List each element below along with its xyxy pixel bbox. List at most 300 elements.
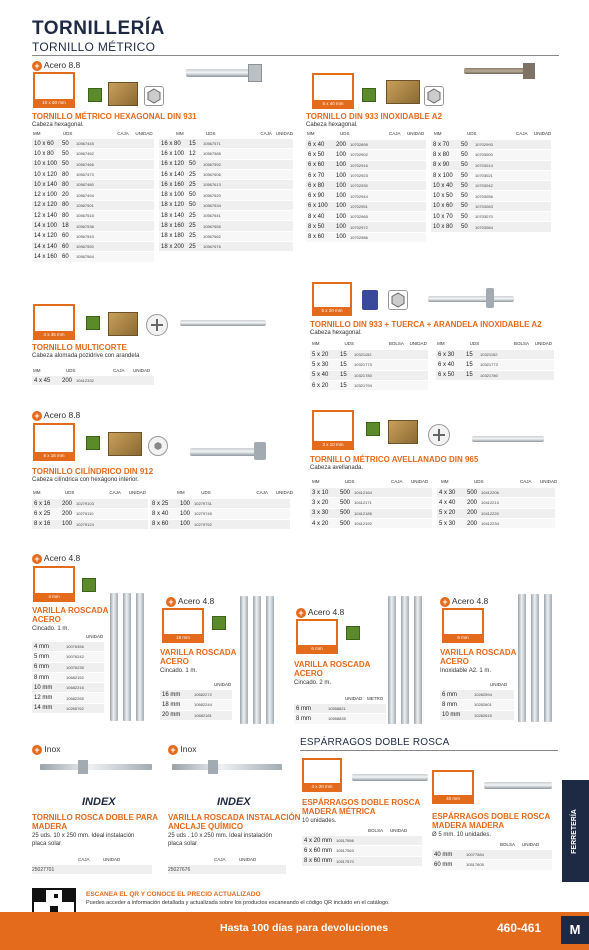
table-row <box>294 714 386 724</box>
size-cell: 6 x 100 <box>308 203 328 210</box>
size-indicator: 4 x 20 mm <box>302 758 342 792</box>
plus-icon: + <box>440 597 450 607</box>
hex-head-icon <box>424 86 444 106</box>
size-cell: 6 x 60 mm <box>304 847 333 854</box>
product-code: 10412220 <box>481 510 499 516</box>
product-description: 25 uds . 10 x 250 mm. Ideal instalación <box>168 833 273 839</box>
size-indicator: 4 mm <box>33 566 75 602</box>
units-cell: 200 <box>62 500 73 507</box>
table-row <box>32 232 154 242</box>
product-code: 10077584 <box>466 852 484 858</box>
product-code: 10567641 <box>203 213 221 219</box>
product-box-image <box>388 420 418 444</box>
size-indicator: 6 mm <box>442 608 484 643</box>
size-indicator: 6 x 16 mm <box>33 423 75 461</box>
table-row <box>302 857 422 867</box>
size-cell: 8 x 60 <box>152 521 169 528</box>
product-code: 10558821 <box>328 706 346 712</box>
size-cell: 4 x 20 mm <box>304 837 333 844</box>
table-row <box>32 509 148 519</box>
units-cell: 80 <box>62 202 69 209</box>
product-code: 10076235 <box>66 664 84 670</box>
product-code: 10567536 <box>76 223 94 229</box>
table-row <box>32 704 104 714</box>
table-row <box>32 693 104 703</box>
size-cell: 10 mm <box>442 712 461 719</box>
product-code: 10702944 <box>350 193 368 199</box>
table-row <box>310 498 432 508</box>
units-cell: 50 <box>461 162 468 169</box>
product-code: 10282601 <box>474 702 492 708</box>
table-header: MM UDS BOLSA UNIDAD MM UDS BOLSA UNIDAD <box>312 341 552 346</box>
units-cell: 100 <box>336 193 347 200</box>
product-code: 10702986 <box>350 234 368 240</box>
product-table <box>431 140 551 233</box>
size-cell: 10 x 80 <box>433 224 453 231</box>
size-cell: 18 x 200 <box>161 243 185 250</box>
product-code: 10279752 <box>194 521 212 527</box>
table-row <box>310 519 432 529</box>
table-row <box>306 140 426 150</box>
product-table <box>32 642 104 714</box>
size-cell: 10 x 50 <box>433 193 453 200</box>
hex-head-icon <box>388 290 408 310</box>
product-code: 10567494 <box>76 192 94 198</box>
size-cell: 6 x 70 <box>308 172 325 179</box>
units-cell: 15 <box>466 351 473 358</box>
table-row <box>160 700 232 710</box>
size-cell: 4 x 20 <box>312 520 329 527</box>
table-row <box>32 865 152 875</box>
threaded-rod-image <box>240 596 248 724</box>
units-cell: 50 <box>461 193 468 200</box>
product-title: ACERO <box>294 669 323 678</box>
product-table <box>302 836 422 867</box>
product-code: 10279731 <box>194 501 212 507</box>
product-title: VARILLA ROSCADA <box>160 648 237 657</box>
size-cell: 8 x 50 <box>308 224 325 231</box>
units-cell: 200 <box>467 510 478 517</box>
table-row <box>32 201 154 211</box>
product-code: 10076356 <box>66 644 84 650</box>
product-table <box>432 850 552 871</box>
units-cell: 50 <box>461 203 468 210</box>
size-cell: 18 x 140 <box>161 212 185 219</box>
units-cell: 100 <box>336 172 347 179</box>
brand-logo <box>212 616 226 630</box>
table-row <box>32 221 154 231</box>
table-row <box>440 711 514 721</box>
section-title: ESPÁRRAGOS DOBLE ROSCA <box>300 737 450 748</box>
table-row <box>306 222 426 232</box>
table-row <box>32 139 154 149</box>
units-cell: 50 <box>62 161 69 168</box>
size-cell: 16 mm <box>162 691 181 698</box>
table-row <box>302 836 422 846</box>
product-title: ACERO <box>440 657 469 666</box>
table-row <box>306 171 426 181</box>
table-row <box>436 350 554 360</box>
product-code: 10703000 <box>475 152 493 158</box>
page-subtitle: TORNILLO MÉTRICO <box>32 40 156 54</box>
units-cell: 18 <box>62 223 69 230</box>
phillips-head-icon <box>428 424 450 446</box>
product-title: MADERA MÉTRICA <box>302 807 376 816</box>
product-code: 10279103 <box>76 501 94 507</box>
product-code: 10703063 <box>475 203 493 209</box>
product-title: TORNILLO CILÍNDRICO DIN 912 <box>32 467 154 476</box>
table-row <box>432 850 552 860</box>
product-description: placa solar <box>32 841 62 847</box>
units-cell: 50 <box>461 213 468 220</box>
units-cell: 100 <box>336 162 347 169</box>
table-row <box>431 150 551 160</box>
table-row <box>159 211 293 221</box>
size-cell: 12 x 120 <box>34 202 58 209</box>
title-divider <box>32 55 559 56</box>
table-row <box>431 202 551 212</box>
table-header: BOLSA UNIDAD <box>500 842 540 847</box>
size-cell: 4 x 45 <box>34 377 51 384</box>
nut-image <box>78 760 88 774</box>
size-cell: 8 x 25 <box>152 500 169 507</box>
units-cell: 500 <box>467 489 478 496</box>
product-code: 10567676 <box>203 244 221 250</box>
units-cell: 50 <box>461 182 468 189</box>
product-title: ESPÁRRAGOS DOBLE ROSCA <box>432 812 551 821</box>
units-cell: 50 <box>62 140 69 147</box>
size-indicator: 5 x 20 mm <box>312 282 352 316</box>
units-cell: 100 <box>336 151 347 158</box>
product-code: 10682152 <box>66 675 84 681</box>
product-code: 10412192 <box>354 521 372 527</box>
table-header: MM UDS CAJA UNIDAD <box>33 368 151 373</box>
product-box-image <box>386 80 420 104</box>
units-cell: 100 <box>336 234 347 241</box>
table-row <box>306 191 426 201</box>
units-cell: 25 <box>189 181 196 188</box>
size-cell: 60 mm <box>434 861 453 868</box>
table-row <box>437 488 555 498</box>
threaded-rod-image <box>110 593 118 721</box>
table-row <box>310 509 432 519</box>
table-row <box>431 161 551 171</box>
size-cell: 5 x 30 <box>439 520 456 527</box>
product-code: 10076242 <box>66 654 84 660</box>
brand-logo <box>86 316 100 330</box>
size-cell: 8 x 60 mm <box>304 858 333 865</box>
product-code: 25027701 <box>32 866 55 873</box>
table-row <box>306 233 426 243</box>
size-cell: 40 mm <box>434 851 453 858</box>
size-cell: 6 x 60 <box>308 162 325 169</box>
product-code: 10702916 <box>350 162 368 168</box>
product-title: ANCLAJE QUÍMICO <box>168 822 244 831</box>
size-cell: 5 x 20 <box>439 510 456 517</box>
table-row <box>431 140 551 150</box>
material-tag: + Inox <box>168 744 196 755</box>
units-cell: 100 <box>336 224 347 231</box>
hex-socket-icon <box>148 436 168 456</box>
material-tag: + Inox <box>32 744 60 755</box>
washer-image <box>486 288 494 308</box>
table-row <box>159 160 293 170</box>
table-row <box>159 232 293 242</box>
size-cell: 18 x 100 <box>161 192 185 199</box>
product-code: 10321773 <box>354 362 372 368</box>
table-header: UNIDAD METRO <box>345 696 384 701</box>
table-header: UNIDAD <box>86 634 104 639</box>
threaded-rod-image <box>123 593 131 721</box>
material-tag: + Acero 4.8 <box>32 553 80 564</box>
table-header: MM UDS CAJA UNIDAD MM UDS CAJA UNIDAD <box>33 490 293 495</box>
brand-logo <box>362 88 376 102</box>
product-title: TORNILLO DIN 933 INOXIDABLE A2 <box>306 112 443 121</box>
units-cell: 15 <box>189 140 196 147</box>
brand-logo <box>346 626 360 640</box>
product-title: ESPÁRRAGOS DOBLE ROSCA <box>302 798 421 807</box>
threaded-rod-image <box>401 596 409 724</box>
product-code: 10702951 <box>350 203 368 209</box>
size-cell: 18 x 180 <box>161 233 185 240</box>
table-header: CAJA UNIDAD <box>78 857 121 862</box>
product-code: 10682272 <box>194 692 212 698</box>
size-cell: 6 x 50 <box>308 151 325 158</box>
units-cell: 15 <box>466 372 473 379</box>
product-code: 10567564 <box>76 254 94 260</box>
countersunk-screw-image <box>472 436 544 442</box>
product-code: 10517556 <box>336 838 354 844</box>
table-row <box>431 171 551 181</box>
product-code: 10279110 <box>76 511 94 517</box>
size-cell: 6 x 16 <box>34 500 51 507</box>
product-table <box>32 499 148 530</box>
product-code: 10702993 <box>475 142 493 148</box>
product-code: 10412206 <box>481 490 499 496</box>
table-row <box>310 488 432 498</box>
table-header: MM UDS CAJA UNIDAD MM UDS CAJA UNIDAD <box>307 131 552 136</box>
table-row <box>431 191 551 201</box>
product-description: Cabeza hexagonal. <box>310 330 362 336</box>
table-row <box>160 711 232 721</box>
table-row <box>159 190 293 200</box>
product-code: 10702972 <box>350 224 368 230</box>
side-tab-label: FERRETERÍA <box>571 809 578 854</box>
threaded-rod-image <box>266 596 274 724</box>
threaded-rod-image <box>388 596 396 724</box>
product-code: 10321794 <box>354 383 372 389</box>
brand-logo <box>82 578 96 592</box>
units-cell: 15 <box>466 361 473 368</box>
units-cell: 200 <box>467 499 478 506</box>
table-row <box>432 860 552 870</box>
product-code: 10279745 <box>194 511 212 517</box>
size-cell: 10 mm <box>34 684 53 691</box>
double-thread-screw-image <box>40 764 152 770</box>
table-row <box>306 150 426 160</box>
table-row <box>32 242 154 252</box>
product-table <box>32 376 154 386</box>
size-cell: 18 mm <box>162 701 181 708</box>
product-code: 10702965 <box>350 214 368 220</box>
bolt-image <box>464 68 530 74</box>
product-code: 10567501 <box>76 202 94 208</box>
size-indicator: 3 x 10 mm <box>312 410 354 450</box>
product-title: VARILLA ROSCADA <box>294 660 371 669</box>
table-header: BOLSA UNIDAD <box>368 828 408 833</box>
size-indicator: 10 x 60 mm <box>33 72 75 108</box>
table-row <box>32 499 148 509</box>
brand-logo <box>86 436 100 450</box>
table-row <box>437 519 555 529</box>
plus-icon: + <box>168 745 178 755</box>
table-row <box>302 846 422 856</box>
product-code: 10567634 <box>203 202 221 208</box>
units-cell: 100 <box>180 521 191 528</box>
product-title: VARILLA ROSCADA <box>440 648 517 657</box>
product-description: Cabeza hexagonal. <box>32 122 84 128</box>
product-code: 10703084 <box>475 224 493 230</box>
product-code: 10567606 <box>203 172 221 178</box>
size-cell: 4 mm <box>34 643 49 650</box>
size-cell: 6 x 20 <box>312 382 329 389</box>
product-code: 10567515 <box>76 213 94 219</box>
product-description: Cabeza alomada pozidrive con arandela <box>32 353 140 359</box>
product-code: 10567620 <box>203 192 221 198</box>
size-cell: 20 mm <box>162 712 181 719</box>
product-title: ACERO <box>160 657 189 666</box>
product-code: 10567452 <box>76 151 94 157</box>
table-header: MM UDS CAJA UNIDAD MM UDS CAJA UNIDAD <box>33 131 293 136</box>
product-title: TORNILLO MÉTRICO HEXAGONAL DIN 931 <box>32 112 197 121</box>
table-row <box>159 180 293 190</box>
product-code: 10567473 <box>76 172 94 178</box>
stud-image <box>484 782 552 789</box>
table-row <box>306 212 426 222</box>
footer-promo: Hasta 100 días para devoluciones <box>220 922 389 934</box>
table-header: CAJA UNIDAD <box>214 857 257 862</box>
threaded-rod-image <box>531 594 539 722</box>
size-cell: 6 mm <box>442 691 457 698</box>
size-cell: 10 x 100 <box>34 161 58 168</box>
product-code: 10703014 <box>475 162 493 168</box>
product-code: 10567655 <box>203 223 221 229</box>
units-cell: 50 <box>461 172 468 179</box>
product-code: 10703070 <box>475 214 493 220</box>
section-divider <box>300 750 558 751</box>
table-row <box>32 663 104 673</box>
units-cell: 50 <box>62 150 69 157</box>
table-row <box>431 181 551 191</box>
bag-image <box>362 290 378 310</box>
product-description: 25 uds. 10 x 250 mm. Ideal instalación <box>32 833 135 839</box>
size-cell: 10 x 60 <box>34 140 54 147</box>
size-cell: 5 x 30 <box>312 361 329 368</box>
size-cell: 8 x 16 <box>34 521 51 528</box>
size-cell: 12 x 140 <box>34 212 58 219</box>
product-code: 10412213 <box>481 500 499 506</box>
table-row <box>306 161 426 171</box>
units-cell: 100 <box>336 182 347 189</box>
brand-index-logo: INDEX <box>82 796 116 808</box>
product-code: 10282615 <box>474 712 492 718</box>
size-cell: 6 x 80 <box>308 182 325 189</box>
size-indicator: 40 mm <box>432 770 474 804</box>
product-title: VARILLA ROSCADA <box>32 606 109 615</box>
units-cell: 200 <box>62 377 73 384</box>
units-cell: 80 <box>62 171 69 178</box>
size-cell: 10 x 80 <box>34 150 54 157</box>
table-row <box>310 381 428 391</box>
product-description: placa solar <box>168 841 198 847</box>
table-header: MM UDS CAJA UNIDAD MM UDS CAJA UNIDAD <box>312 479 558 484</box>
product-title: TORNILLO ROSCA DOBLE PARA <box>32 813 159 822</box>
units-cell: 500 <box>340 510 351 517</box>
product-code: 10279124 <box>76 521 94 527</box>
table-row <box>306 181 426 191</box>
brand-index-logo: INDEX <box>217 796 251 808</box>
product-box-image <box>108 312 138 336</box>
product-code: 10702895 <box>350 142 368 148</box>
product-table <box>437 488 555 529</box>
plus-icon: + <box>32 411 42 421</box>
size-cell: 6 x 40 <box>438 361 455 368</box>
units-cell: 50 <box>189 192 196 199</box>
table-row <box>160 690 232 700</box>
size-cell: 5 x 40 <box>312 372 329 379</box>
table-row <box>437 498 555 508</box>
units-cell: 25 <box>189 223 196 230</box>
material-tag: + Acero 4.8 <box>166 596 214 607</box>
material-tag: + Acero 8.8 <box>32 410 80 421</box>
product-code: 10682181 <box>194 712 212 718</box>
product-code: 10567445 <box>76 141 94 147</box>
size-cell: 14 x 140 <box>34 243 58 250</box>
size-cell: 6 x 40 <box>308 141 325 148</box>
threaded-rod-image <box>136 593 144 721</box>
table-row <box>440 690 514 700</box>
product-description: Ø 5 mm. 10 unidades. <box>432 832 492 838</box>
brand-logo <box>366 422 380 436</box>
size-cell: 10 x 70 <box>433 213 453 220</box>
table-row <box>32 180 154 190</box>
table-row <box>32 170 154 180</box>
product-table <box>310 488 432 529</box>
product-description: Cincado. 2 m. <box>294 680 332 686</box>
table-row <box>32 149 154 159</box>
product-description: Cabeza avellanada. <box>310 465 364 471</box>
table-row <box>159 170 293 180</box>
material-tag: + Acero 4.8 <box>296 607 344 618</box>
plus-icon: + <box>32 61 42 71</box>
material-tag: + Acero 8.8 <box>32 60 80 71</box>
units-cell: 50 <box>189 161 196 168</box>
product-code: 25027676 <box>168 866 191 873</box>
product-code: 10702902 <box>350 152 368 158</box>
product-description: Cincado. 1 m. <box>32 626 70 632</box>
size-cell: 16 x 100 <box>161 150 185 157</box>
stud-image <box>352 774 428 781</box>
table-row <box>32 190 154 200</box>
cap-head-image <box>254 442 266 460</box>
size-cell: 3 x 30 <box>312 510 329 517</box>
units-cell: 80 <box>62 181 69 188</box>
units-cell: 50 <box>189 202 196 209</box>
product-title: TORNILLO DIN 933 + TUERCA + ARANDELA INOXIDABLE A2 <box>310 320 542 329</box>
threaded-rod-image <box>414 596 422 724</box>
bolt-head-image <box>523 63 535 79</box>
product-title: VARILLA ROSCADA INSTALACIÓN <box>168 813 301 822</box>
